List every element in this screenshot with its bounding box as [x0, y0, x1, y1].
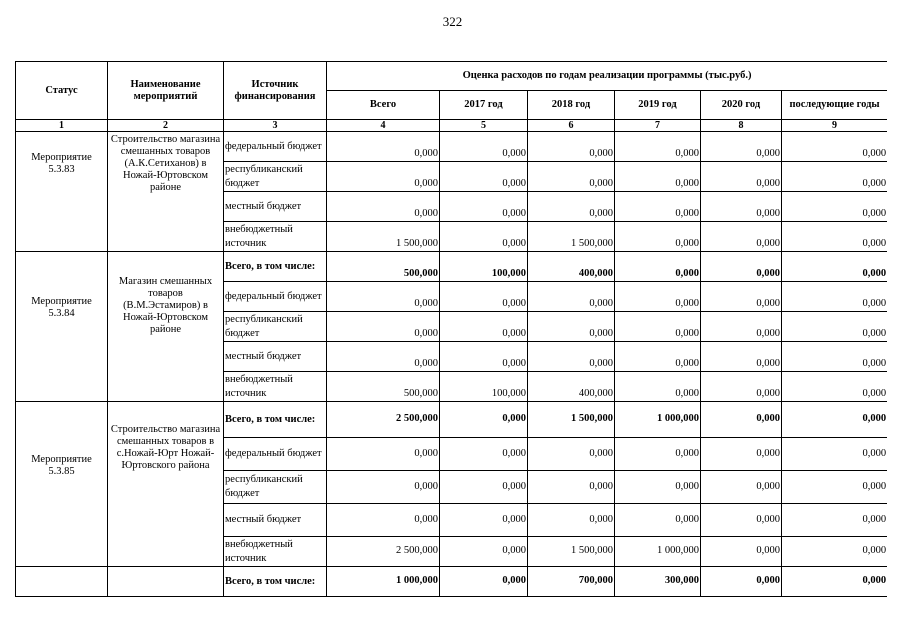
value-cell: 0,000 — [615, 162, 701, 192]
header-later: последующие годы — [782, 91, 888, 120]
table-row — [16, 402, 888, 438]
value-cell: 0,000 — [701, 567, 782, 597]
source-cell: Всего, в том числе: — [224, 252, 327, 282]
source-cell: федеральный бюджет — [224, 132, 327, 162]
value-cell: 0,000 — [440, 567, 528, 597]
value-cell: 0,000 — [701, 471, 782, 504]
value-cell: 0,000 — [327, 312, 440, 342]
column-number: 2 — [108, 120, 224, 132]
column-number: 3 — [224, 120, 327, 132]
value-cell: 0,000 — [782, 438, 888, 471]
value-cell: 0,000 — [615, 312, 701, 342]
value-cell: 0,000 — [701, 252, 782, 282]
value-cell: 1 000,000 — [615, 402, 701, 438]
value-cell: 0,000 — [327, 438, 440, 471]
header-2017: 2017 год — [440, 91, 528, 120]
value-cell: 700,000 — [528, 567, 615, 597]
row-status — [16, 567, 108, 597]
source-cell: внебюджетный источник — [224, 222, 327, 252]
value-cell: 0,000 — [782, 402, 888, 438]
value-cell: 0,000 — [701, 504, 782, 537]
value-cell: 0,000 — [701, 132, 782, 162]
source-cell: республиканский бюджет — [224, 312, 327, 342]
value-cell: 0,000 — [440, 222, 528, 252]
value-cell: 0,000 — [615, 132, 701, 162]
value-cell: 0,000 — [528, 342, 615, 372]
table-row — [16, 252, 888, 282]
value-cell: 0,000 — [782, 342, 888, 372]
value-cell: 0,000 — [528, 438, 615, 471]
column-number: 8 — [701, 120, 782, 132]
value-cell: 0,000 — [327, 342, 440, 372]
source-cell: Всего, в том числе: — [224, 402, 327, 438]
value-cell: 0,000 — [440, 342, 528, 372]
value-cell: 1 000,000 — [615, 537, 701, 567]
page-number: 322 — [442, 14, 463, 29]
value-cell: 0,000 — [701, 438, 782, 471]
value-cell: 0,000 — [782, 504, 888, 537]
source-cell: местный бюджет — [224, 342, 327, 372]
value-cell: 0,000 — [701, 537, 782, 567]
value-cell: 1 500,000 — [528, 222, 615, 252]
header-2019: 2019 год — [615, 91, 701, 120]
value-cell: 0,000 — [701, 222, 782, 252]
source-cell: республиканский бюджет — [224, 162, 327, 192]
value-cell: 0,000 — [327, 192, 440, 222]
value-cell: 0,000 — [615, 222, 701, 252]
value-cell: 0,000 — [782, 162, 888, 192]
source-cell: местный бюджет — [224, 504, 327, 537]
value-cell: 0,000 — [782, 132, 888, 162]
value-cell: 0,000 — [528, 312, 615, 342]
value-cell: 0,000 — [615, 282, 701, 312]
value-cell: 1 500,000 — [528, 537, 615, 567]
value-cell: 0,000 — [528, 192, 615, 222]
value-cell: 0,000 — [701, 402, 782, 438]
column-number: 5 — [440, 120, 528, 132]
value-cell: 0,000 — [440, 402, 528, 438]
row-name: Строительство магазина смешанных товаров (А.К.Сетиханов) в Ножай-Юртовском районе — [108, 132, 224, 252]
value-cell: 0,000 — [440, 132, 528, 162]
value-cell: 0,000 — [528, 471, 615, 504]
value-cell: 0,000 — [327, 471, 440, 504]
value-cell: 0,000 — [327, 282, 440, 312]
header-name: Наименование мероприятий — [108, 62, 224, 120]
value-cell: 100,000 — [440, 252, 528, 282]
value-cell: 1 500,000 — [528, 402, 615, 438]
source-cell: внебюджетный источник — [224, 372, 327, 402]
value-cell: 0,000 — [440, 438, 528, 471]
value-cell: 0,000 — [615, 438, 701, 471]
header-2018: 2018 год — [528, 91, 615, 120]
value-cell: 0,000 — [615, 252, 701, 282]
budget-table-container — [15, 61, 887, 597]
source-cell: республиканский бюджет — [224, 471, 327, 504]
row-status: Мероприятие 5.3.83 — [16, 132, 108, 252]
value-cell: 0,000 — [440, 282, 528, 312]
value-cell: 0,000 — [615, 192, 701, 222]
value-cell: 0,000 — [440, 162, 528, 192]
value-cell: 0,000 — [440, 192, 528, 222]
value-cell: 2 500,000 — [327, 402, 440, 438]
value-cell: 0,000 — [440, 471, 528, 504]
value-cell: 0,000 — [701, 192, 782, 222]
header-status: Статус — [16, 62, 108, 120]
value-cell: 0,000 — [782, 372, 888, 402]
value-cell: 0,000 — [782, 222, 888, 252]
value-cell: 0,000 — [528, 504, 615, 537]
value-cell: 0,000 — [782, 471, 888, 504]
table-row — [16, 567, 888, 597]
header-2020: 2020 год — [701, 91, 782, 120]
source-cell: Всего, в том числе: — [224, 567, 327, 597]
value-cell: 0,000 — [615, 342, 701, 372]
value-cell: 0,000 — [782, 282, 888, 312]
value-cell: 300,000 — [615, 567, 701, 597]
column-number: 9 — [782, 120, 888, 132]
value-cell: 0,000 — [782, 252, 888, 282]
row-name: Строительство магазина смешанных товаров в с.Ножай-Юрт Ножай-Юртовского района — [108, 402, 224, 567]
value-cell: 1 500,000 — [327, 222, 440, 252]
value-cell: 0,000 — [528, 282, 615, 312]
header-total: Всего — [327, 91, 440, 120]
value-cell: 0,000 — [327, 504, 440, 537]
column-number: 7 — [615, 120, 701, 132]
value-cell: 0,000 — [615, 504, 701, 537]
column-number: 6 — [528, 120, 615, 132]
source-cell: федеральный бюджет — [224, 282, 327, 312]
value-cell: 0,000 — [782, 567, 888, 597]
value-cell: 0,000 — [782, 312, 888, 342]
value-cell: 100,000 — [440, 372, 528, 402]
column-numbers-row — [16, 120, 888, 132]
value-cell: 0,000 — [528, 162, 615, 192]
budget-table — [15, 61, 887, 597]
value-cell: 0,000 — [701, 312, 782, 342]
value-cell: 0,000 — [327, 162, 440, 192]
value-cell: 0,000 — [701, 162, 782, 192]
value-cell: 0,000 — [615, 471, 701, 504]
value-cell: 500,000 — [327, 252, 440, 282]
table-row — [16, 132, 888, 162]
value-cell: 0,000 — [440, 312, 528, 342]
value-cell: 0,000 — [701, 282, 782, 312]
value-cell: 0,000 — [701, 372, 782, 402]
value-cell: 400,000 — [528, 252, 615, 282]
header-source: Источник финансирования — [224, 62, 327, 120]
row-status: Мероприятие 5.3.85 — [16, 402, 108, 567]
value-cell: 0,000 — [615, 372, 701, 402]
header-estimate: Оценка расходов по годам реализации программы (тыс.руб.) — [327, 62, 888, 91]
value-cell: 400,000 — [528, 372, 615, 402]
value-cell: 0,000 — [782, 192, 888, 222]
source-cell: внебюджетный источник — [224, 537, 327, 567]
value-cell: 500,000 — [327, 372, 440, 402]
column-number: 1 — [16, 120, 108, 132]
column-number: 4 — [327, 120, 440, 132]
value-cell: 0,000 — [782, 537, 888, 567]
row-status: Мероприятие 5.3.84 — [16, 252, 108, 402]
value-cell: 1 000,000 — [327, 567, 440, 597]
value-cell: 0,000 — [701, 342, 782, 372]
value-cell: 2 500,000 — [327, 537, 440, 567]
value-cell: 0,000 — [327, 132, 440, 162]
source-cell: местный бюджет — [224, 192, 327, 222]
row-name — [108, 567, 224, 597]
value-cell: 0,000 — [440, 537, 528, 567]
value-cell: 0,000 — [440, 504, 528, 537]
value-cell: 0,000 — [528, 132, 615, 162]
row-name: Магазин смешанных товаров (В.М.Эстамиров) в Ножай-Юртовском районе — [108, 252, 224, 402]
source-cell: федеральный бюджет — [224, 438, 327, 471]
